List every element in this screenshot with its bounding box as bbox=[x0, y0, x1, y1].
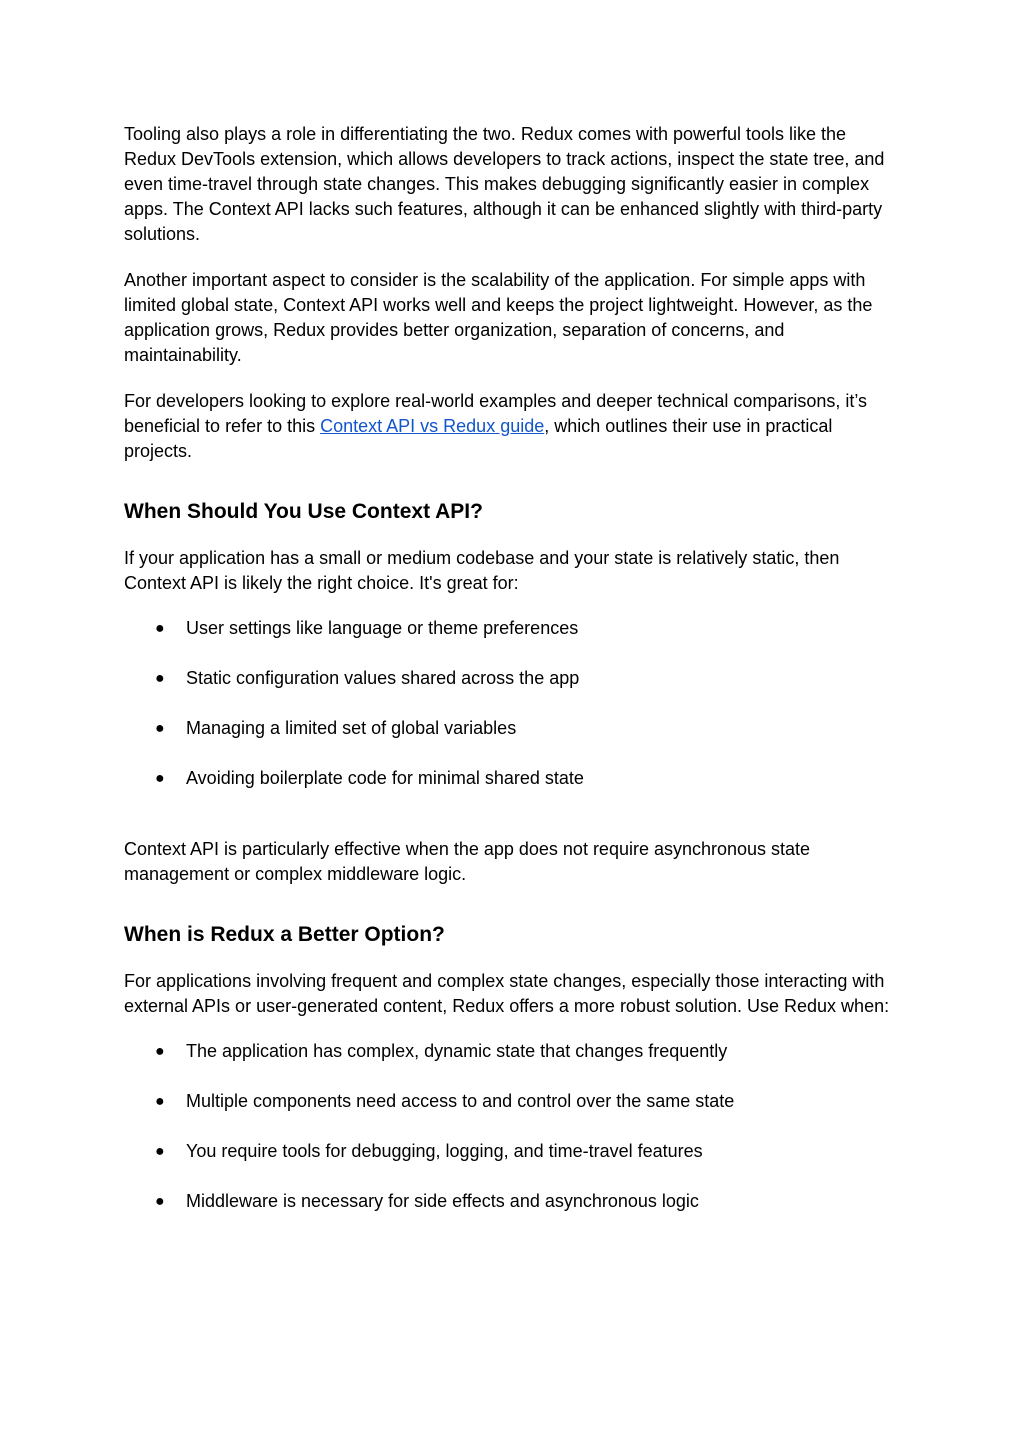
context-vs-redux-guide-link[interactable]: Context API vs Redux guide bbox=[320, 416, 545, 436]
list-item bbox=[124, 1089, 900, 1114]
list-item-text: Multiple components need access to and control over the same state bbox=[186, 1091, 735, 1111]
paragraph-scalability: Another important aspect to consider is the scalability of the application. For simple apps with limited global state, Context API works well and keeps the project lightweight. However, as the application grows, Redux provides better organization, separation of concerns, and maintainability. bbox=[124, 270, 873, 365]
guide-text-after: , which outlines their use in practical projects. bbox=[124, 416, 833, 461]
paragraph-context-intro: If your application has a small or medium codebase and your state is relatively static, then Context API is likely the right choice. It's great for: bbox=[124, 548, 840, 593]
heading-context-api: When Should You Use Context API? bbox=[124, 500, 483, 523]
list-item bbox=[124, 1189, 900, 1214]
bullet-icon: ● bbox=[155, 620, 165, 637]
list-item bbox=[124, 1139, 900, 1164]
bullet-icon: ● bbox=[155, 720, 165, 737]
context-api-bullet-list bbox=[124, 616, 900, 791]
bullet-icon: ● bbox=[155, 770, 165, 787]
list-item-text: You require tools for debugging, logging, and time-travel features bbox=[186, 1141, 703, 1161]
list-item bbox=[124, 616, 900, 641]
list-item-text: Static configuration values shared across the app bbox=[186, 668, 580, 688]
list-item bbox=[124, 666, 900, 691]
guide-text-before: For developers looking to explore real-world examples and deeper technical comparisons, it’s beneficial to refer to this bbox=[124, 391, 868, 436]
bullet-icon: ● bbox=[155, 1143, 165, 1160]
bullet-icon: ● bbox=[155, 1093, 165, 1110]
list-item-text: Avoiding boilerplate code for minimal shared state bbox=[186, 768, 584, 788]
list-item-text: Managing a limited set of global variables bbox=[186, 718, 517, 738]
paragraph-redux-intro: For applications involving frequent and complex state changes, especially those interacting with external APIs or user-generated content, Redux offers a more robust solution. Use Redux when: bbox=[124, 971, 890, 1016]
bullet-icon: ● bbox=[155, 670, 165, 687]
paragraph-guide bbox=[124, 389, 900, 464]
bullet-icon: ● bbox=[155, 1193, 165, 1210]
list-item bbox=[124, 716, 900, 741]
heading-redux: When is Redux a Better Option? bbox=[124, 923, 445, 946]
list-item-text: The application has complex, dynamic state that changes frequently bbox=[186, 1041, 728, 1061]
list-item-text: Middleware is necessary for side effects and asynchronous logic bbox=[186, 1191, 699, 1211]
list-item bbox=[124, 1039, 900, 1064]
paragraph-context-outro: Context API is particularly effective when the app does not require asynchronous state management or complex middleware logic. bbox=[124, 839, 811, 884]
list-item-text: User settings like language or theme preferences bbox=[186, 618, 579, 638]
paragraph-tooling: Tooling also plays a role in differentiating the two. Redux comes with powerful tools like the Redux DevTools extension, which allows developers to track actions, inspect the state tree, and even time-travel through state changes. This makes debugging significantly easier in complex apps. The Context API lacks such features, although it can be enhanced slightly with third-party solutions. bbox=[124, 124, 885, 244]
bullet-icon: ● bbox=[155, 1043, 165, 1060]
redux-bullet-list bbox=[124, 1039, 900, 1214]
list-item bbox=[124, 766, 900, 791]
document-page bbox=[124, 122, 900, 1214]
